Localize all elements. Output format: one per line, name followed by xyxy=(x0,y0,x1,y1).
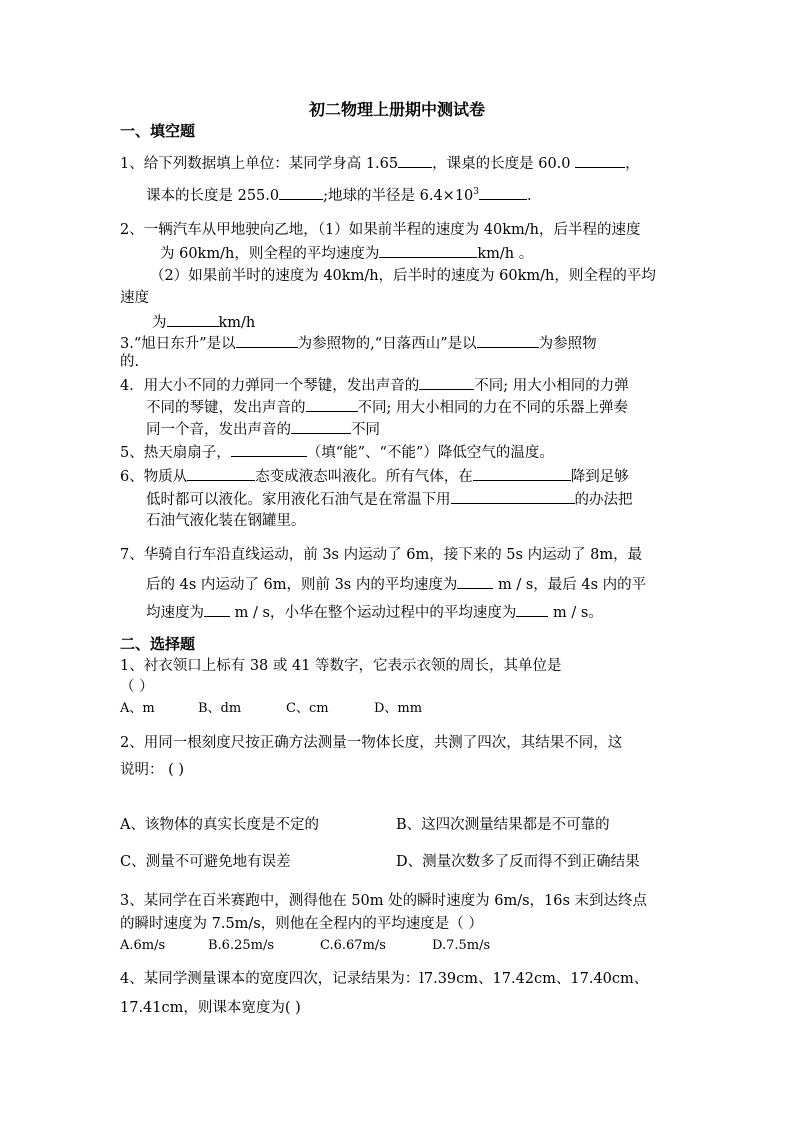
option-c[interactable]: C、测量不可避免地有误差 xyxy=(120,854,291,870)
text: 6、物质从 xyxy=(120,469,188,485)
fill-q2-line1: 2、一辆汽车从甲地驶向乙地，（1）如果前半程的速度为 40km/h，后半程的速度 xyxy=(120,222,641,238)
answer-blank[interactable] xyxy=(398,152,432,168)
answer-blank[interactable] xyxy=(187,465,255,481)
option-a[interactable]: A.6m/s xyxy=(120,938,166,953)
fill-q2-line2 xyxy=(160,242,533,264)
choice-q4-line1: 4、某同学测量课本的宽度四次，记录结果为：l7.39cm、17.42cm、17.40cm、 xyxy=(120,971,649,987)
text: 为 xyxy=(152,315,167,331)
fill-q7-line3 xyxy=(146,601,603,623)
fill-q2-line5 xyxy=(152,311,255,333)
section-heading-fill: 一、填空题 xyxy=(120,122,196,140)
fill-q2-line4: 速度 xyxy=(120,290,149,306)
answer-blank[interactable] xyxy=(306,396,358,412)
text: 低时都可以液化。家用液化石油气是在常温下用 xyxy=(146,492,451,508)
answer-blank[interactable] xyxy=(204,601,230,617)
text: ， xyxy=(625,156,640,172)
answer-blank[interactable] xyxy=(516,601,548,617)
option-b[interactable]: B、这四次测量结果都是不可靠的 xyxy=(396,817,610,833)
fill-q2-line3: （2）如果前半时的速度为 40km/h，后半时的速度为 60km/h，则全程的平均 xyxy=(150,268,656,284)
fill-q3-line2: 的. xyxy=(120,354,140,370)
fill-q1-line1 xyxy=(120,152,640,174)
answer-blank[interactable] xyxy=(479,184,527,200)
choice-q4-line2: 17.41cm，则课本宽度为( ) xyxy=(120,1000,301,1016)
choice-q1-line1: 1、衬衣领口上标有 38 或 41 等数字，它表示衣领的周长，其单位是 xyxy=(120,658,562,674)
option-c[interactable]: C、cm xyxy=(286,701,329,716)
text: m / s，最后 4s 内的平 xyxy=(497,577,647,593)
text: 同一个音，发出声音的 xyxy=(146,422,291,438)
fill-q4-line1 xyxy=(120,374,629,396)
choice-q3-line2: 的瞬时速度为 7.5m/s，则他在全程内的平均速度是（ ） xyxy=(120,916,483,932)
fill-q6-line3: 石油气液化装在钢罐里。 xyxy=(146,513,306,529)
answer-blank[interactable] xyxy=(379,242,477,258)
fill-q7-line2 xyxy=(146,573,646,595)
text: km/h 。 xyxy=(477,246,534,262)
text: 5、热天扇扇子， xyxy=(120,445,231,461)
option-a[interactable]: A、该物体的真实长度是不定的 xyxy=(120,817,319,833)
page-title: 初二物理上册期中测试卷 xyxy=(308,100,485,119)
fill-q6-line2 xyxy=(146,488,633,510)
choice-q2-line2: 说明： ( ) xyxy=(120,762,185,778)
text: 4．用大小不同的力弹同一个琴键，发出声音的 xyxy=(120,378,420,394)
text: 不同的琴键，发出声音的 xyxy=(146,400,306,416)
section-heading-choice: 二、选择题 xyxy=(120,635,196,653)
fill-q7-line1: 7、华骑自行车沿直线运动，前 3s 内运动了 6m，接下来的 5s 内运动了 8m，最 xyxy=(120,547,643,563)
answer-blank[interactable] xyxy=(279,184,323,200)
answer-blank[interactable] xyxy=(575,152,625,168)
answer-blank[interactable] xyxy=(451,488,575,504)
answer-blank[interactable] xyxy=(477,332,539,348)
text: 后的 4s 内运动了 6m，则前 3s 内的平均速度为 xyxy=(146,577,458,593)
fill-q1-line2 xyxy=(146,182,532,206)
answer-blank[interactable] xyxy=(167,311,219,327)
text: m / s，小华在整个运动过程中的平均速度为 xyxy=(234,605,517,621)
fill-q4-line3 xyxy=(146,418,380,440)
option-b[interactable]: B.6.25m/s xyxy=(208,938,275,953)
answer-blank[interactable] xyxy=(473,465,571,481)
text: km/h xyxy=(218,315,256,331)
text: 不同 xyxy=(351,422,380,438)
text: 态变成液态叫液化。所有气体，在 xyxy=(255,469,473,485)
choice-q2-line1: 2、用同一根刻度尺按正确方法测量一物体长度，共测了四次，其结果不同，这 xyxy=(120,735,623,751)
text: 为 60km/h，则全程的平均速度为 xyxy=(160,246,380,262)
choice-q3-options xyxy=(120,936,490,956)
choice-q2-options-row2 xyxy=(120,852,640,872)
text: 3.“旭日东升”是以 xyxy=(120,336,236,352)
text: （填“能”、“不能”）降低空气的温度。 xyxy=(306,445,554,461)
text: 为参照物 xyxy=(538,336,597,352)
text: 的办法把 xyxy=(574,492,633,508)
text: 不同; 用大小相同的力弹 xyxy=(474,378,629,394)
text: ;地球的半径是 6.4×10 xyxy=(323,187,474,204)
text: 降到足够 xyxy=(570,469,629,485)
fill-q3-line1 xyxy=(120,332,597,354)
text: 为参照物的,“日落西山”是以 xyxy=(297,336,477,352)
fill-q4-line2 xyxy=(146,396,628,418)
answer-blank[interactable] xyxy=(457,573,493,589)
option-d[interactable]: D.7.5m/s xyxy=(432,938,491,953)
choice-q3-line1: 3、某同学在百米赛跑中，测得他在 50m 处的瞬时速度为 6m/s，16s 末到达终点 xyxy=(120,893,648,909)
option-d[interactable]: D、测量次数多了反而得不到正确结果 xyxy=(396,854,640,870)
text: 不同; 用大小相同的力在不同的乐器上弹奏 xyxy=(357,400,628,416)
choice-q1-line2: （ ） xyxy=(120,679,154,695)
answer-blank[interactable] xyxy=(236,332,298,348)
text: 课本的长度是 255.0 xyxy=(146,187,280,204)
option-c[interactable]: C.6.67m/s xyxy=(320,938,386,953)
choice-q2-options-row1 xyxy=(120,815,610,835)
option-d[interactable]: D、mm xyxy=(374,701,423,716)
text: 均速度为 xyxy=(146,605,204,621)
exponent: 3 xyxy=(473,187,480,197)
choice-q1-options xyxy=(120,699,422,719)
option-a[interactable]: A、m xyxy=(120,701,155,716)
fill-q5-line1 xyxy=(120,441,554,463)
answer-blank[interactable] xyxy=(419,374,474,390)
answer-blank[interactable] xyxy=(231,441,307,457)
option-b[interactable]: B、dm xyxy=(198,701,242,716)
answer-blank[interactable] xyxy=(291,418,351,434)
text: m / s。 xyxy=(553,605,603,621)
text: . xyxy=(527,187,532,204)
text: 1、给下列数据填上单位：某同学身高 1.65 xyxy=(120,156,399,172)
text: ，课桌的长度是 60.0 xyxy=(432,156,576,172)
fill-q6-line1 xyxy=(120,465,629,487)
